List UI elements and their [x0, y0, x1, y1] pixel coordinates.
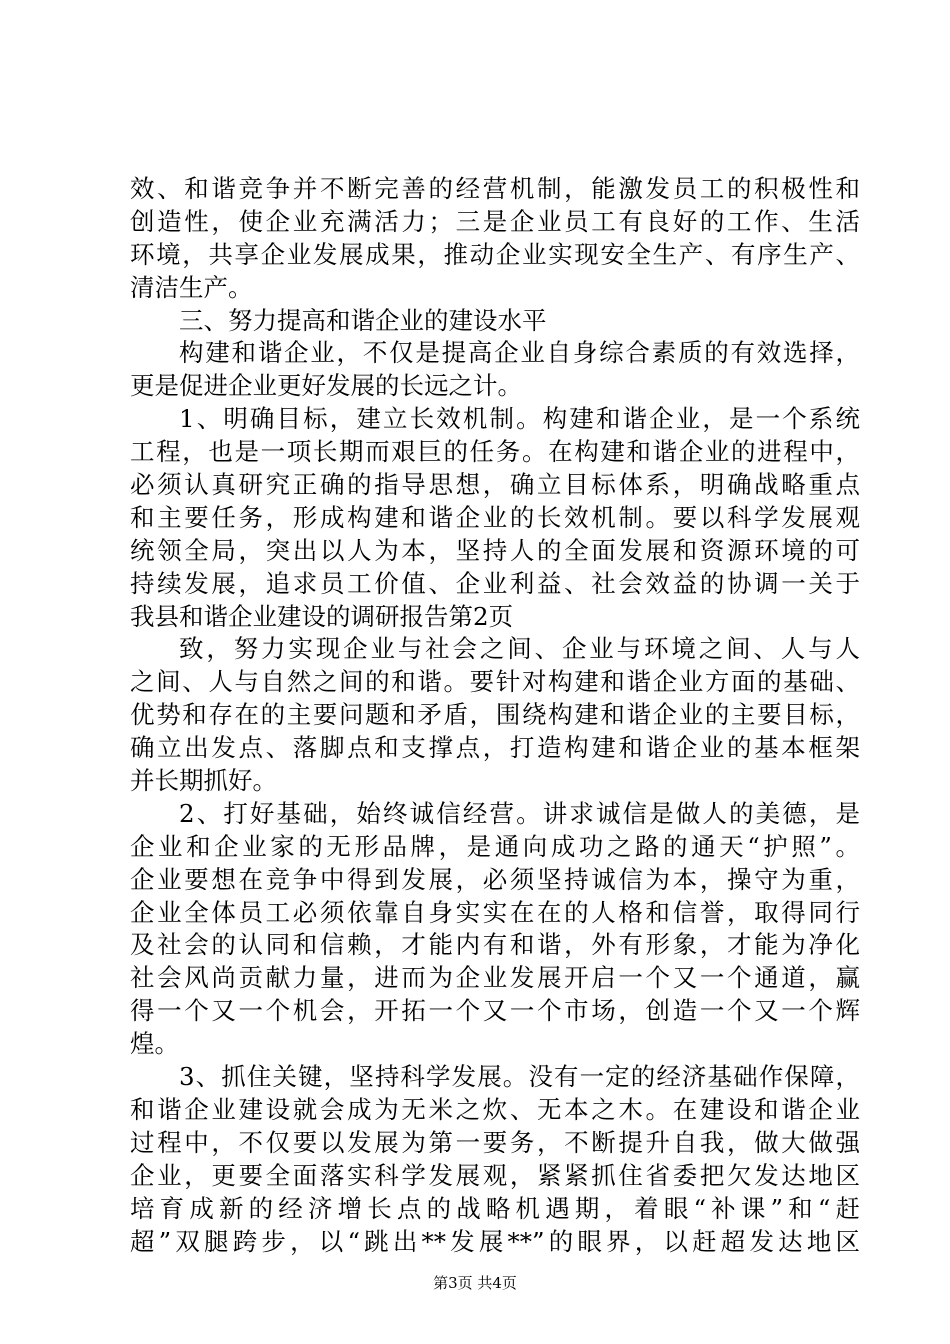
- text-line: 企业全体员工必须依靠自身实实在在的人格和信誉，取得同行: [130, 897, 860, 927]
- text-line: 及社会的认同和信赖，才能内有和谐，外有形象，才能为净化: [130, 930, 860, 960]
- text-line: 社会风尚贡献力量，进而为企业发展开启一个又一个通道，赢: [130, 963, 860, 993]
- text-line: 优势和存在的主要问题和矛盾，围绕构建和谐企业的主要目标，: [130, 700, 860, 730]
- text-line: 持续发展，追求员工价值、企业利益、社会效益的协调一关于: [130, 568, 860, 598]
- text-line: 超”双腿跨步，以“跳出**发展**”的眼界，以赶超发达地区: [130, 1226, 860, 1256]
- text-line: 确立出发点、落脚点和支撑点，打造构建和谐企业的基本框架: [130, 733, 860, 763]
- text-line: 培育成新的经济增长点的战略机遇期，着眼“补课”和“赶: [130, 1193, 860, 1223]
- text-line: 和谐企业建设就会成为无米之炊、无本之木。在建设和谐企业: [130, 1094, 860, 1124]
- text-line: 构建和谐企业，不仅是提高企业自身综合素质的有效选择，: [179, 338, 860, 368]
- text-line: 得一个又一个机会，开拓一个又一个市场，创造一个又一个辉: [130, 996, 860, 1026]
- text-line: 1、明确目标，建立长效机制。构建和谐企业，是一个系统: [179, 404, 860, 434]
- text-line: 统领全局，突出以人为本，坚持人的全面发展和资源环境的可: [130, 535, 860, 565]
- text-line: 过程中，不仅要以发展为第一要务，不断提升自我，做大做强: [130, 1127, 860, 1157]
- text-line: 并长期抓好。: [130, 766, 277, 796]
- text-line: 效、和谐竞争并不断完善的经营机制，能激发员工的积极性和: [130, 174, 860, 203]
- text-line: 创造性，使企业充满活力；三是企业员工有良好的工作、生活: [130, 206, 860, 236]
- text-line: 我县和谐企业建设的调研报告第2页: [130, 601, 514, 631]
- text-line: 煌。: [130, 1029, 179, 1059]
- text-line: 企业和企业家的无形品牌，是通向成功之路的通天“护照”。: [130, 831, 860, 861]
- text-line: 3、抓住关键，坚持科学发展。没有一定的经济基础作保障，: [179, 1062, 860, 1092]
- text-line: 企业，更要全面落实科学发展观，紧紧抓住省委把欠发达地区: [130, 1160, 860, 1190]
- text-line: 必须认真研究正确的指导思想，确立目标体系，明确战略重点: [130, 470, 860, 500]
- text-line: 工程，也是一项长期而艰巨的任务。在构建和谐企业的进程中，: [130, 437, 860, 467]
- body-text: [130, 173, 860, 1258]
- text-line: 清洁生产。: [130, 272, 253, 302]
- text-line: 之间、人与自然之间的和谐。要针对构建和谐企业方面的基础、: [130, 667, 860, 697]
- text-line: 三、努力提高和谐企业的建设水平: [179, 305, 547, 335]
- text-line: 企业要想在竞争中得到发展，必须坚持诚信为本，操守为重，: [130, 864, 860, 894]
- text-line: 致，努力实现企业与社会之间、企业与环境之间、人与人: [179, 634, 860, 664]
- text-line: 2、打好基础，始终诚信经营。讲求诚信是做人的美德，是: [179, 798, 860, 828]
- text-line: 环境，共享企业发展成果，推动企业实现安全生产、有序生产、: [130, 239, 860, 269]
- text-line: 更是促进企业更好发展的长远之计。: [130, 371, 522, 401]
- page-footer: 第3页 共4页: [433, 1274, 517, 1292]
- text-line: 和主要任务，形成构建和谐企业的长效机制。要以科学发展观: [130, 502, 860, 532]
